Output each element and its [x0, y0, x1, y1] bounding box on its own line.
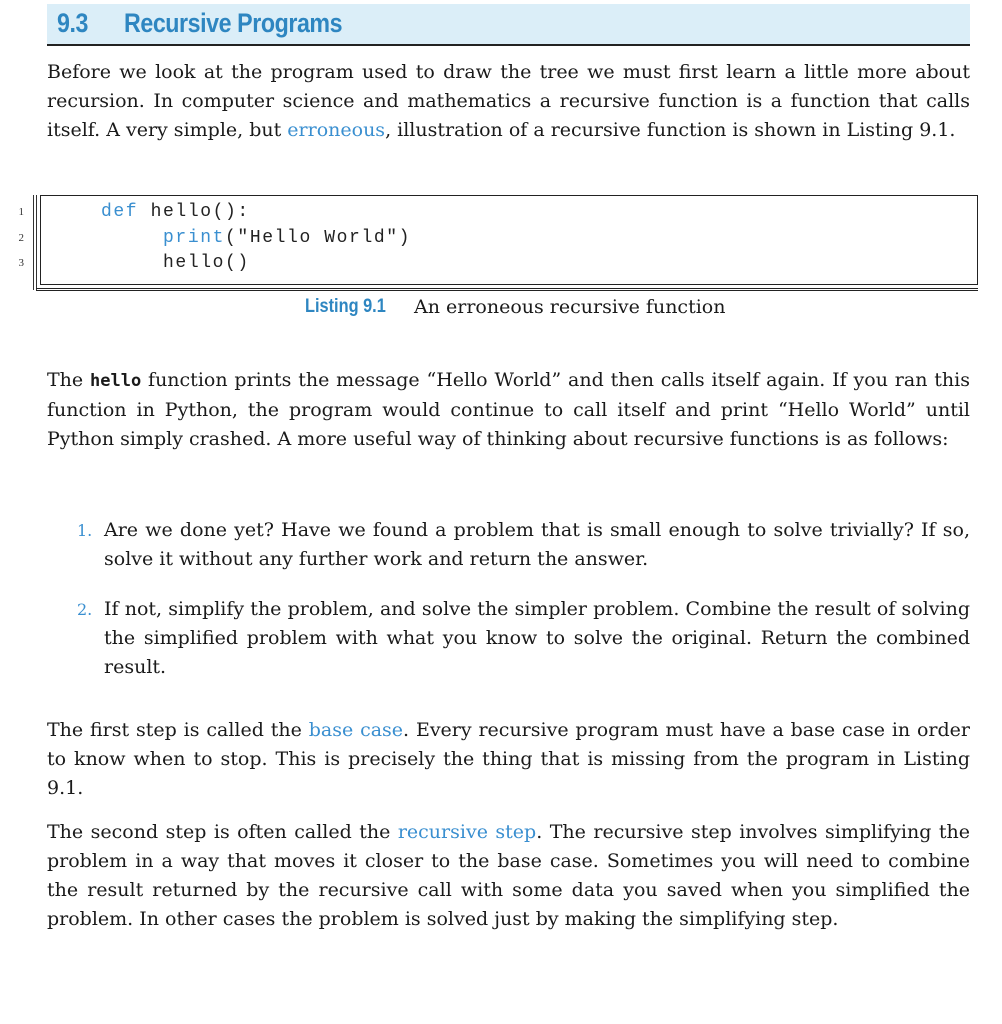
para-text: . Every recursive program must have a base case in order to know when to stop. This is precisely the thing that is missing from the program in Listing 9.1.: [47, 719, 971, 799]
hello-paragraph: [47, 366, 970, 454]
inline-code-hello: hello: [90, 371, 142, 391]
intro-paragraph: [47, 58, 970, 145]
code-line-2: [101, 226, 411, 252]
erroneous-link[interactable]: erroneous: [287, 119, 386, 141]
section-title: Recursive Programs: [124, 8, 343, 38]
recursive-step-paragraph: [47, 818, 970, 934]
intro-text-start: Before we look at the program used to draw the tree we must first learn a little more about recursion. In computer science and mathematics a recursive function is a function that calls itself. A very simple, but: [47, 61, 970, 141]
section-rule: [47, 44, 970, 46]
para-text: The first step is called the: [47, 719, 309, 741]
base-case-link[interactable]: base case: [308, 719, 404, 741]
recursive-step-link[interactable]: recursive step: [397, 821, 537, 843]
code-line-1: [101, 200, 411, 226]
section-number: 9.3: [57, 8, 89, 38]
keyword-def: def: [101, 202, 139, 222]
gutter-rule: [36, 195, 37, 290]
code-line-3: [101, 251, 411, 277]
listing-caption-label: Listing 9.1: [305, 296, 386, 317]
code-text: ("Hello World"): [225, 227, 412, 248]
section-heading: [47, 4, 970, 44]
list-number: 2.: [77, 600, 93, 619]
listing-rule: [36, 290, 978, 291]
code-indent: [101, 228, 163, 248]
keyword-print: print: [163, 227, 226, 248]
listing-caption-text: An erroneous recursive function: [414, 296, 726, 318]
line-number: 3: [18, 257, 24, 269]
list-item: If not, simplify the problem, and solve the simpler problem. Combine the result of solving the simplified problem with what you know to solve the original. Return the combined result.: [104, 598, 970, 678]
code-indent: [101, 253, 163, 273]
code-listing: [101, 200, 411, 277]
code-text: hello(): [163, 253, 250, 273]
para-text: The: [47, 369, 90, 391]
base-case-paragraph: [47, 716, 970, 803]
para-text: . The recursive step involves simplifying the problem in a way that moves it closer to the base case. Sometimes you will need to combine the result returned by the recursive call with some data you saved when you simplified the problem. In other cases the problem is solved just by making the simplifying step.: [47, 821, 970, 930]
para-text: function prints the message “Hello World” and then calls itself again. If you ran this function in Python, the program would continue to call itself and print “Hello World” until Python simply crashed. A more useful way of thinking about recursive functions is as follows:: [47, 369, 970, 450]
list-number: 1.: [77, 521, 93, 540]
list-item: Are we done yet? Have we found a problem that is small enough to solve trivially? If so, solve it without any further work and return the answer.: [104, 519, 970, 570]
line-number: 2: [18, 231, 24, 244]
line-number: 1: [18, 206, 24, 218]
intro-text-end: , illustration of a recursive function is shown in Listing 9.1.: [385, 119, 956, 141]
para-text: The second step is often called the: [47, 821, 398, 843]
gutter-rule: [33, 195, 34, 290]
listing-line-numbers: [0, 200, 24, 277]
code-text: hello():: [138, 202, 250, 222]
listing-rule: [36, 288, 978, 289]
